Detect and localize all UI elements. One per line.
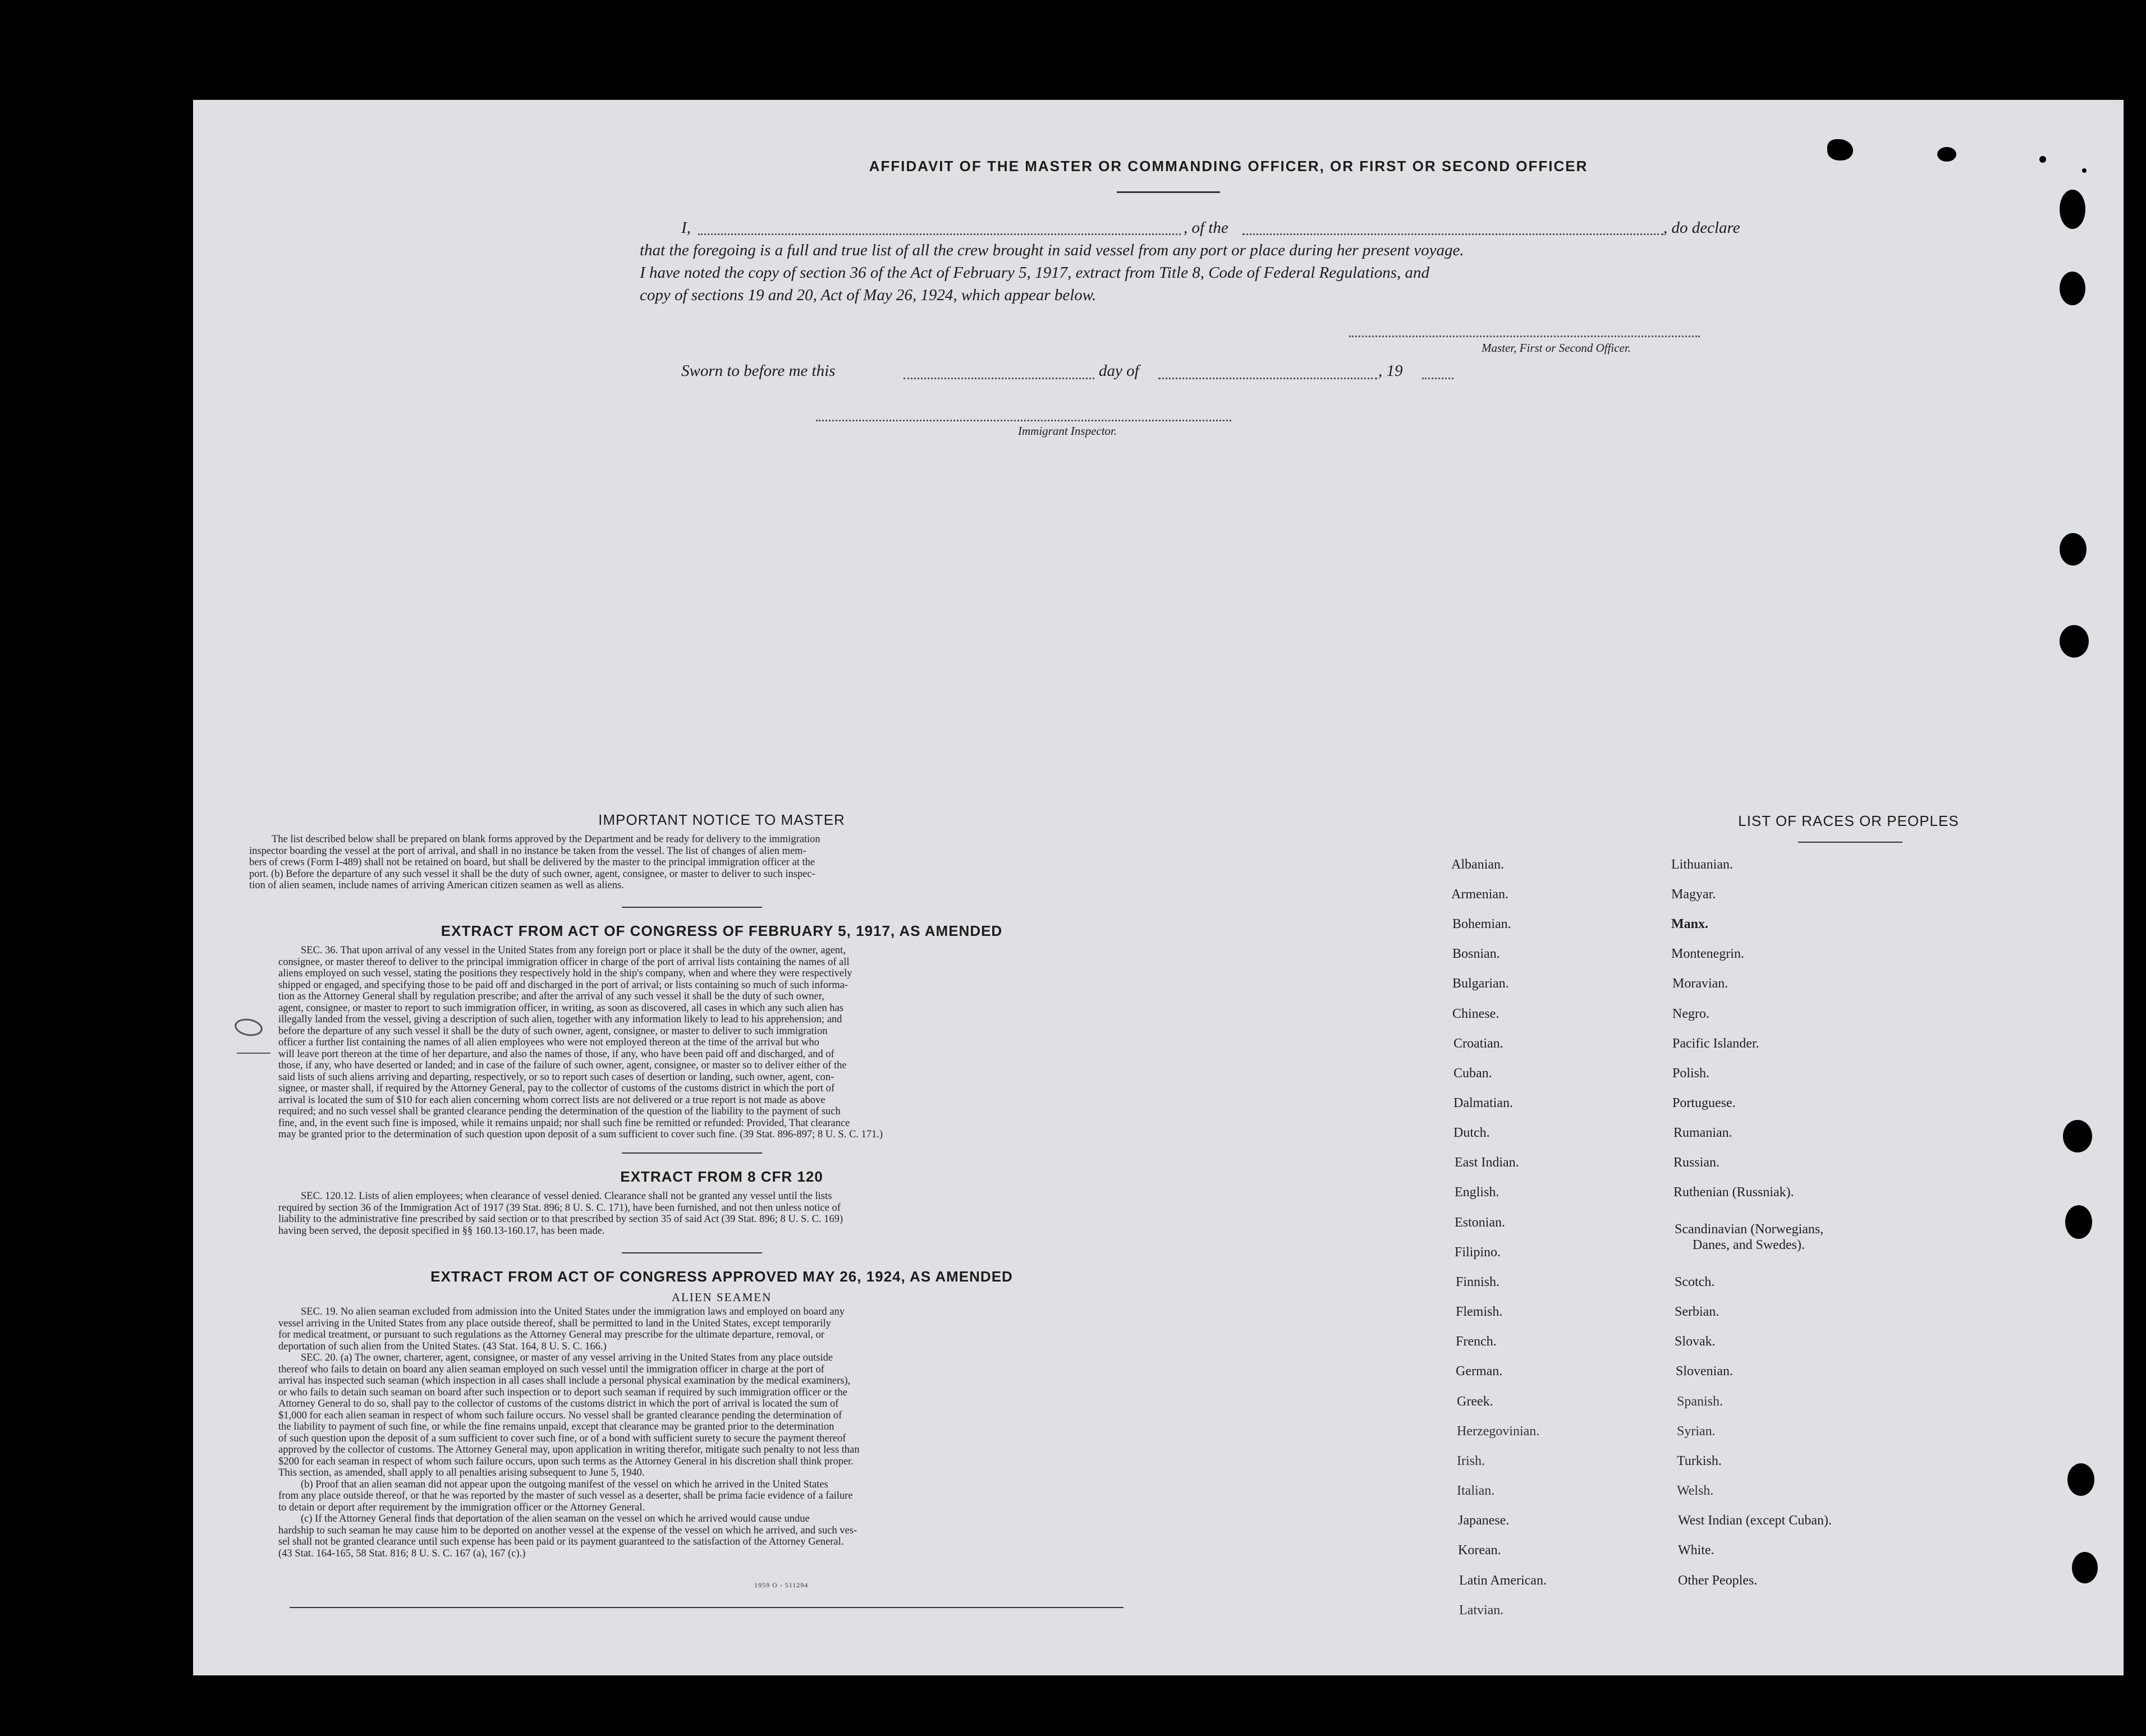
ink-dot: [2039, 156, 2046, 163]
notice-title: IMPORTANT NOTICE TO MASTER: [598, 811, 845, 828]
race-item: Rumanian.: [1673, 1126, 1732, 1140]
race-item: Cuban.: [1453, 1066, 1492, 1081]
cfr-text: [278, 1191, 1199, 1237]
extract-1924-line: SEC. 20. (a) The owner, charterer, agent, consignee, or master of any vessel arriving in the United States from any place outside: [301, 1352, 833, 1363]
punch-hole: [2060, 272, 2085, 305]
race-item: Latin American.: [1459, 1573, 1547, 1588]
extract-1924-text: [278, 1306, 1199, 1559]
punch-hole: [2063, 1120, 2092, 1152]
race-item: Ruthenian (Russniak).: [1673, 1185, 1794, 1200]
race-item: Negro.: [1672, 1007, 1709, 1021]
extract-1924-line: $200 for each seaman in respect of whom such failure occurs, upon such terms as the Attorney General in his discretion shall think proper.: [278, 1455, 854, 1467]
extract-1917-title: EXTRACT FROM ACT OF CONGRESS OF FEBRUARY 5, 1917, AS AMENDED: [441, 922, 1003, 939]
extract-1917-line: illegally landed from the vessel, giving a description of such alien, together with any information likely to lead to his apprehension; and: [278, 1014, 842, 1025]
extract-1917-line: said lists of such aliens arriving and departing, respectively, or so to report such cases of desertion or landing, such owner, agent, con-: [278, 1071, 834, 1083]
sworn-year-blank[interactable]: [1422, 378, 1453, 379]
bottom-rule: [290, 1607, 1124, 1608]
race-item: Serbian.: [1675, 1305, 1719, 1319]
section-divider: [622, 1252, 762, 1253]
race-item: Turkish.: [1677, 1454, 1722, 1468]
extract-1924-line: Attorney General to do so, shall pay to the collector of customs of the customs district in which the port of arrival is located the sum of: [278, 1398, 839, 1409]
extract-1917-line: consignee, or master thereof to deliver to the principal immigration officer in charge of the port of arrival lists containing the names of all: [278, 956, 850, 968]
margin-scribble: [233, 1017, 264, 1038]
race-item: Pacific Islander.: [1672, 1036, 1759, 1051]
extract-1924-line: thereof who fails to detain on board any alien seaman employed on such vessel until the immigration officer in charge at the port of: [278, 1363, 824, 1375]
extract-1924-line: for medical treatment, or pursuant to such regulations as the Attorney General may prescribe for the ultimate departure, removal, or: [278, 1329, 824, 1340]
punch-hole: [2060, 625, 2089, 658]
race-item: Dalmatian.: [1453, 1096, 1513, 1110]
extract-1924-line: or who fails to detain such seaman on board after such inspection or to deport such seaman if required by such immigration officer or the: [278, 1386, 847, 1398]
race-item: White.: [1678, 1543, 1714, 1558]
extract-1917-line: may be granted prior to the determination of such question upon deposit of a sum sufficient to cover such fine. (39 Stat. 896-897; 8 U. S. C. 171.): [278, 1129, 883, 1140]
race-item: French.: [1456, 1334, 1497, 1349]
extract-1917-line: those, if any, who have deserted or landed; and in case of the failure of such owner, agent, consignee, or master so to deliver either of the: [278, 1060, 847, 1071]
extract-1924-line: (c) If the Attorney General finds that deportation of the alien seaman on the vessel on which he arrived would cause undue: [301, 1513, 810, 1524]
race-item: Estonian.: [1455, 1215, 1505, 1230]
punch-hole: [2060, 533, 2087, 566]
race-item: Japanese.: [1458, 1513, 1510, 1528]
extract-1917-line: will leave port thereon at the time of her departure, and also the names of those, if any, who have been paid off and discharged, and of: [278, 1048, 834, 1060]
race-item: Albanian.: [1451, 857, 1504, 872]
race-item: Flemish.: [1456, 1305, 1503, 1319]
race-item: Dutch.: [1453, 1126, 1490, 1140]
notice-line: tion of alien seamen, include names of arriving American citizen seamen as well as aliens.: [249, 880, 624, 891]
race-item: Danes, and Swedes).: [1693, 1238, 1805, 1252]
notice-line: inspector boarding the vessel at the port of arrival, and shall in no instance be taken from the vessel. The list of changes of alien mem-: [249, 845, 806, 857]
race-item: Irish.: [1457, 1454, 1485, 1468]
notice-line: bers of crews (Form I-489) shall not be retained on board, but shall be delivered by the master to the principal immigration officer at the: [249, 857, 815, 868]
extract-1924-subtitle: ALIEN SEAMEN: [671, 1290, 772, 1304]
extract-1924-line: deportation of such alien from the United States. (43 Stat. 164, 8 U. S. C. 166.): [278, 1340, 607, 1352]
affidavit-line-4: copy of sections 19 and 20, Act of May 26, 1924, which appear below.: [640, 286, 1097, 304]
race-item: Croatian.: [1453, 1036, 1503, 1051]
extract-1917-line: arrival is located the sum of $10 for each alien concerning whom correct lists are not delivered or a true report is not made as above: [278, 1094, 826, 1106]
affidavit-line-2: that the foregoing is a full and true list of all the crew brought in said vessel from any port or place during her present voyage.: [640, 241, 1464, 259]
sworn-day-blank[interactable]: [904, 378, 1094, 379]
race-item: Korean.: [1458, 1543, 1501, 1558]
race-item: Manx.: [1671, 917, 1708, 931]
extract-1924-line: arrival has inspected such seaman (which inspection in all cases shall include a personal physical examination by the medical examiners),: [278, 1375, 851, 1386]
race-item: Portuguese.: [1672, 1096, 1736, 1110]
extract-1917-line: SEC. 36. That upon arrival of any vessel in the United States from any foreign port or place it shall be the duty of the owner, agent,: [301, 945, 846, 956]
extract-1917-line: shipped or engaged, and specifying those to be paid off and discharged in the port of arrival; or lists containing so much of such informa-: [278, 979, 849, 991]
sworn-label: Sworn to before me this: [681, 362, 836, 380]
race-item: Montenegrin.: [1671, 947, 1744, 961]
extract-1917-line: signee, or master shall, if required by the Attorney General, pay to the collector of customs of the customs district in which the port of: [278, 1083, 835, 1094]
cfr-line: liability to the administrative fine prescribed by said section or to that prescribed by section 35 of said Act (39 Stat. 896; 8 U. S. C. 169): [278, 1214, 843, 1225]
extract-1924-line: (b) Proof that an alien seaman did not appear upon the outgoing manifest of the vessel on which he arrived in the United States: [301, 1478, 828, 1490]
race-item: Filipino.: [1455, 1245, 1501, 1260]
extract-1924-line: of such question upon the deposit of a sum sufficient to cover such fine, or of a bond with sufficient surety to secure the payment thereof: [278, 1432, 846, 1444]
inspector-label: Immigrant Inspector.: [1018, 424, 1117, 438]
affidavit-line-3: I have noted the copy of section 36 of the Act of February 5, 1917, extract from Title 8, Code of Federal Regulations, and: [640, 264, 1430, 282]
race-item: Bohemian.: [1452, 917, 1511, 931]
extract-1924-line: vessel arriving in the United States from any place outside thereof, shall be permitted to land in the United States, except temporarily: [278, 1317, 831, 1329]
inspector-signature-line[interactable]: [816, 420, 1231, 421]
margin-tick: [237, 1053, 270, 1054]
extract-1924-line: from any place outside thereof, or that he was reported by the master of such vessel as a deserter, shall be prima facie evidence of a failure: [278, 1490, 853, 1501]
notice-line: port. (b) Before the departure of any such vessel it shall be the duty of such owner, agent, consignee, or master to deliver to such inspec-: [249, 868, 815, 880]
race-item: Other Peoples.: [1678, 1573, 1758, 1588]
cfr-line: SEC. 120.12. Lists of alien employees; when clearance of vessel denied. Clearance shall not be granted any vessel until the lists: [301, 1191, 832, 1202]
punch-hole: [2060, 190, 2085, 229]
notice-line: The list described below shall be prepared on blank forms approved by the Department and be ready for delivery to the immigration: [272, 834, 820, 845]
race-item: Syrian.: [1677, 1424, 1716, 1439]
vessel-blank[interactable]: [1242, 233, 1663, 235]
sworn-month-blank[interactable]: [1158, 378, 1377, 379]
race-item: Bulgarian.: [1452, 976, 1509, 991]
race-item: Slovenian.: [1676, 1364, 1733, 1379]
extract-1924-line: SEC. 19. No alien seaman excluded from admission into the United States under the immigration laws and employed on board any: [301, 1306, 845, 1317]
day-of-label: day of: [1099, 362, 1139, 380]
extract-1917-line: tion as the Attorney General shall by regulation prescribe; and after the arrival of any such vessel it shall be the duty of such owner,: [278, 991, 824, 1002]
ink-dot: [2082, 168, 2087, 173]
extract-1924-line: the liability to payment of such fine, or while the fine remains unpaid, except that clearance may be granted prior to the determination: [278, 1421, 834, 1432]
extract-1924-line: $1,000 for each alien seaman in respect of whom such failure occurs. No vessel shall be granted clearance pending the determination of: [278, 1409, 842, 1421]
extract-1917-line: required; and no such vessel shall be granted clearance pending the determination of the question of the liability to the payment of such: [278, 1106, 841, 1117]
extract-1924-line: sel shall not be granted clearance until such expense has been paid or its payment guaranteed to the satisfaction of the Attorney General.: [278, 1536, 844, 1547]
race-item: Herzegovinian.: [1457, 1424, 1540, 1439]
race-item: Scotch.: [1675, 1275, 1715, 1289]
race-item: Magyar.: [1671, 887, 1716, 902]
extract-1924-line: to detain or deport after requirement by the immigration officer or the Attorney General.: [278, 1501, 645, 1513]
i-label: I,: [681, 219, 691, 237]
race-item: Scandinavian (Norwegians,: [1675, 1222, 1824, 1237]
notice-text: [249, 834, 1195, 892]
race-item: Welsh.: [1677, 1484, 1714, 1498]
race-item: Lithuanian.: [1671, 857, 1733, 872]
extract-1924-line: This section, as amended, shall apply to all penalties arising subsequent to June 5, 1940.: [278, 1467, 645, 1478]
race-item: Slovak.: [1675, 1334, 1716, 1349]
cfr-line: required by section 36 of the Immigration Act of 1917 (39 Stat. 896; 8 U. S. C. 171), have been furnished, and not then unless notice of: [278, 1202, 841, 1214]
extract-1924-line: hardship to such seaman he may cause him to be deported on another vessel at the expense of the vessel on which he arrived, and such ves-: [278, 1524, 858, 1536]
section-divider: [622, 907, 762, 908]
race-item: English.: [1455, 1185, 1500, 1200]
race-item: Polish.: [1672, 1066, 1710, 1081]
race-item: Chinese.: [1452, 1007, 1500, 1021]
cfr-title: EXTRACT FROM 8 CFR 120: [620, 1168, 823, 1185]
of-the-label: , of the: [1184, 219, 1228, 237]
ink-blot: [1937, 147, 1956, 162]
extract-1917-line: officer a further list containing the names of all alien employees who were not employed thereon at the time of the arrival but who: [278, 1037, 819, 1048]
name-blank[interactable]: [698, 233, 1181, 235]
title-rule: [1117, 191, 1220, 193]
cfr-line: having been served, the deposit specified in §§ 160.13-160.17, has been made.: [278, 1225, 605, 1237]
extract-1917-line: aliens employed on such vessel, stating the positions they respectively hold in the ship's company, when and where they were respectively: [278, 968, 852, 979]
extract-1917-line: fine, and, in the event such fine is imposed, while it remains unpaid; nor shall such fine be remitted or refunded: Provided, That clearance: [278, 1117, 850, 1129]
races-title-rule: [1798, 842, 1902, 843]
print-code: 1959 O - 511294: [754, 1581, 809, 1589]
race-item: German.: [1456, 1364, 1503, 1379]
punch-hole: [2067, 1463, 2094, 1496]
race-item: Russian.: [1673, 1155, 1720, 1170]
punch-hole: [2065, 1205, 2092, 1239]
extract-1917-line: agent, consignee, or master to report to such immigration officer, in writing, as soon as discovered, all cases in which any such alien has: [278, 1002, 843, 1014]
race-item: Bosnian.: [1452, 947, 1500, 961]
extract-1924-line: (43 Stat. 164-165, 58 Stat. 816; 8 U. S. C. 167 (a), 167 (c).): [278, 1547, 526, 1559]
race-item: Latvian.: [1459, 1603, 1504, 1618]
race-item: West Indian (except Cuban).: [1678, 1513, 1832, 1528]
race-item: Finnish.: [1456, 1275, 1500, 1289]
race-item: Armenian.: [1451, 887, 1508, 902]
extract-1924-title: EXTRACT FROM ACT OF CONGRESS APPROVED MAY 26, 1924, AS AMENDED: [430, 1268, 1013, 1285]
ink-blot: [1827, 139, 1853, 160]
do-declare-label: , do declare: [1663, 219, 1740, 237]
year-label: , 19: [1378, 362, 1403, 380]
extract-1917-line: before the departure of any such vessel it shall be the duty of such owner, agent, consignee, or master to deliver to such immigration: [278, 1025, 828, 1037]
section-divider: [622, 1152, 762, 1154]
race-item: East Indian.: [1455, 1155, 1519, 1170]
extract-1917-text: [278, 945, 1199, 1141]
punch-hole: [2072, 1552, 2098, 1583]
extract-1924-line: approved by the collector of customs. The Attorney General may, upon application in writing therefor, mitigate such penalty to not less than: [278, 1444, 860, 1455]
race-item: Moravian.: [1672, 976, 1728, 991]
race-item: Spanish.: [1677, 1394, 1723, 1409]
race-item: Italian.: [1457, 1484, 1495, 1498]
form-page: [193, 100, 2124, 1675]
affidavit-title: AFFIDAVIT OF THE MASTER OR COMMANDING OFFICER, OR FIRST OR SECOND OFFICER: [869, 158, 1588, 174]
master-signature-label: Master, First or Second Officer.: [1482, 341, 1631, 355]
master-signature-line[interactable]: [1349, 336, 1700, 337]
races-title: LIST OF RACES OR PEOPLES: [1738, 812, 1959, 829]
race-item: Greek.: [1457, 1394, 1493, 1409]
